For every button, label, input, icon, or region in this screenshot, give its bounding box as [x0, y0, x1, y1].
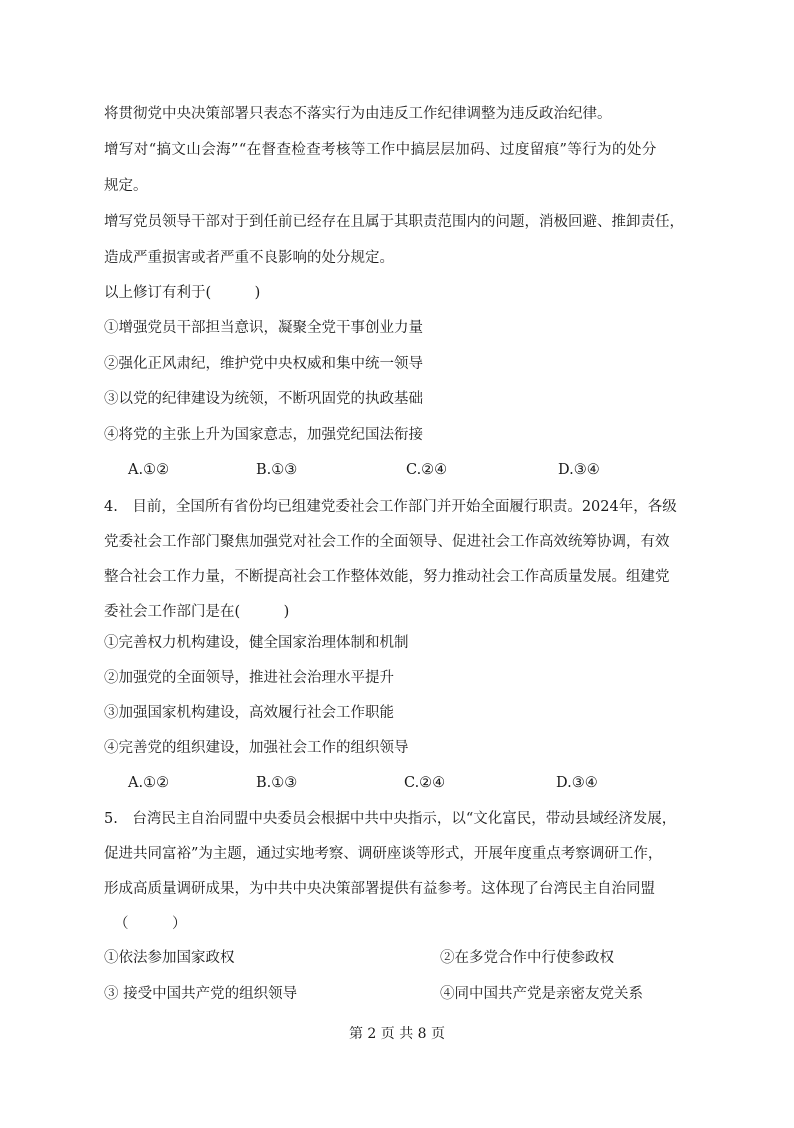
- q4-statement-4: ④完善党的组织建设，加强社会工作的组织领导: [104, 740, 409, 756]
- page-footer: 第 2 页 共 8 页: [348, 1026, 446, 1042]
- intro-line-2: 增写对“搞文山会海”“在督查检查考核等工作中搞层层加码、过度留痕”等行为的处分: [104, 142, 657, 158]
- q4-choice-c[interactable]: C.②④: [404, 775, 446, 791]
- q4-stem-line-2: 党委社会工作部门聚焦加强党对社会工作的全面领导、促进社会工作高效统筹协调，有效: [104, 534, 670, 550]
- q5-stem-line-4: （ ）: [114, 916, 187, 932]
- q4-statement-1: ①完善权力机构建设，健全国家治理体制和机制: [104, 635, 409, 651]
- intro-line-3: 规定。: [104, 178, 148, 194]
- q3-choice-a[interactable]: A.①②: [128, 462, 170, 478]
- q5-statement-2: ②在多党合作中行使参政权: [440, 950, 614, 966]
- q5-stem-line-1: 5. 台湾民主自治同盟中央委员会根据中共中央指示，以“文化富民，带动县域经济发展，: [104, 811, 677, 827]
- q5-stem: [104, 802, 696, 942]
- q3-choice-b[interactable]: B.①③: [256, 462, 298, 478]
- q3-choice-c[interactable]: C.②④: [406, 462, 448, 478]
- q3-stem: 以上修订有利于( ): [104, 285, 261, 301]
- q5-stem-line-3: 形成高质量调研成果，为中共中央决策部署提供有益参考。这体现了台湾民主自治同盟: [104, 881, 655, 897]
- q4-choice-d[interactable]: D.③④: [556, 775, 598, 791]
- q4-stem: [104, 490, 696, 630]
- intro-line-5: 造成严重损害或者严重不良影响的处分规定。: [104, 250, 394, 266]
- q3-statement-4: ④将党的主张上升为国家意志，加强党纪国法衔接: [104, 427, 423, 443]
- q3-statement-2: ②强化正风肃纪，维护党中央权威和集中统一领导: [104, 356, 423, 372]
- q4-stem-line-4: 委社会工作部门是在( ): [104, 604, 290, 620]
- q3-choice-d[interactable]: D.③④: [558, 462, 600, 478]
- q5-stem-line-2: 促进共同富裕”为主题，通过实地考察、调研座谈等形式，开展年度重点考察调研工作，: [104, 846, 663, 862]
- q4-choice-b[interactable]: B.①③: [256, 775, 298, 791]
- q5-statement-3: ③ 接受中国共产党的组织领导: [104, 986, 298, 1002]
- q4-stem-line-3: 整合社会工作力量，不断提高社会工作整体效能，努力推动社会工作高质量发展。组建党: [104, 569, 670, 585]
- q4-statement-3: ③加强国家机构建设，高效履行社会工作职能: [104, 705, 394, 721]
- q3-statement-3: ③以党的纪律建设为统领，不断巩固党的执政基础: [104, 391, 423, 407]
- q4-stem-line-1: 4. 目前，全国所有省份均已组建党委社会工作部门并开始全面履行职责。2024年，各级: [104, 499, 677, 515]
- q3-statement-1: ①增强党员干部担当意识，凝聚全党干事创业力量: [104, 320, 423, 336]
- q5-statement-4: ④同中国共产党是亲密友党关系: [440, 986, 643, 1002]
- q4-choice-a[interactable]: A.①②: [128, 775, 170, 791]
- q4-statement-2: ②加强党的全面领导，推进社会治理水平提升: [104, 670, 394, 686]
- intro-line-1: 将贯彻党中央决策部署只表态不落实行为由违反工作纪律调整为违反政治纪律。: [104, 106, 612, 122]
- q5-statement-1: ①依法参加国家政权: [104, 950, 235, 966]
- intro-line-4: 增写党员领导干部对于到任前已经存在且属于其职责范围内的问题，消极回避、推卸责任，: [104, 214, 684, 230]
